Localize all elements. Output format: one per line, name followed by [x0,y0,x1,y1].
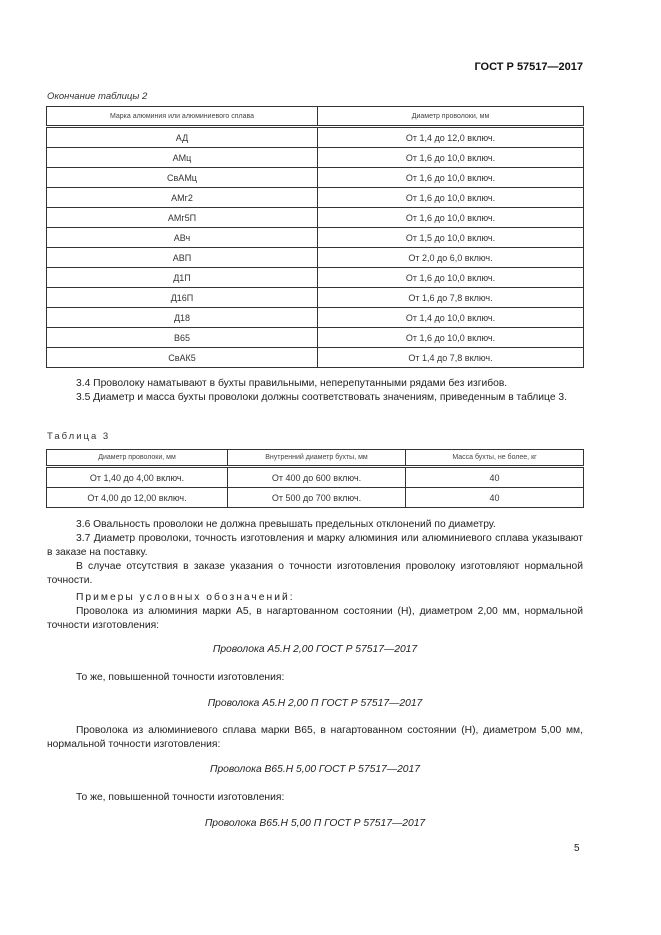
table3-caption: Таблица 3 [47,431,111,442]
table-row [47,168,584,188]
paragraph-3-6: 3.6 Овальность проволоки не должна превышать предельных отклонений по диаметру. [76,519,496,530]
table-row [47,268,584,288]
table-cell: 40 [406,488,584,508]
table-cell: От 1,6 до 7,8 включ. [318,288,584,308]
table-row [47,308,584,328]
table-cell: От 1,6 до 10,0 включ. [318,188,584,208]
table-cell: От 1,4 до 12,0 включ. [318,127,584,148]
standard-header: ГОСТ Р 57517—2017 [474,61,583,73]
paragraph-3-5: 3.5 Диаметр и масса бухты проволоки должны соответствовать значениям, приведенным в таблице 3. [76,392,568,403]
example2-formula: Проволока А5.Н 2,00 П ГОСТ Р 57517—2017 [207,698,423,709]
table-2 [46,106,584,368]
table-row [47,127,584,148]
table-header-row [47,107,584,127]
table-row [47,467,584,488]
table-cell: От 1,4 до 7,8 включ. [318,348,584,368]
paragraph-absence: В случае отсутствия в заказе указания о точности изготовления проволоку изготовляют нормальной точности. [47,561,583,586]
table-cell: От 500 до 700 включ. [228,488,406,508]
example3-formula: Проволока В65.Н 5,00 ГОСТ Р 57517—2017 [209,764,420,775]
table-cell: От 400 до 600 включ. [228,467,406,488]
table2-caption: Окончание таблицы 2 [47,91,148,102]
column-header: Внутренний диаметр бухты, мм [228,450,406,467]
table-cell: АВП [47,248,318,268]
example1-text: Проволока из алюминия марки А5, в нагартованном состоянии (Н), диаметром 2,00 мм, нормальной точности изготовления: [47,606,583,631]
table-cell: От 4,00 до 12,00 включ. [47,488,228,508]
column-header: Диаметр проволоки, мм [47,450,228,467]
table-cell: От 1,6 до 10,0 включ. [318,148,584,168]
table-cell: От 1,6 до 10,0 включ. [318,328,584,348]
table-row [47,208,584,228]
table-cell: От 1,6 до 10,0 включ. [318,208,584,228]
table-row [47,488,584,508]
table-cell: От 1,5 до 10,0 включ. [318,228,584,248]
table-cell: АВч [47,228,318,248]
table-cell: СвАК5 [47,348,318,368]
table-cell: АД [47,127,318,148]
table-row [47,348,584,368]
column-header: Диаметр проволоки, мм [318,107,584,127]
table-cell: АМг2 [47,188,318,208]
table-cell: 40 [406,467,584,488]
table-cell: От 1,6 до 10,0 включ. [318,268,584,288]
table-cell: АМц [47,148,318,168]
table-cell: Д16П [47,288,318,308]
table-row [47,288,584,308]
examples-heading: Примеры условных обозначений: [76,592,295,603]
table-cell: В65 [47,328,318,348]
example4-text: То же, повышенной точности изготовления: [76,792,285,803]
table-row [47,148,584,168]
table-header-row [47,450,584,467]
table-cell: Д1П [47,268,318,288]
paragraph-3-7: 3.7 Диаметр проволоки, точность изготовления и марку алюминия или алюминиевого сплава указывают в заказе на поставку. [47,533,583,558]
column-header: Марка алюминия или алюминиевого сплава [47,107,318,127]
table-row [47,188,584,208]
table-cell: От 2,0 до 6,0 включ. [318,248,584,268]
table-cell: АМг5П [47,208,318,228]
table-cell: От 1,6 до 10,0 включ. [318,168,584,188]
table-cell: От 1,4 до 10,0 включ. [318,308,584,328]
table-row [47,328,584,348]
column-header: Масса бухты, не более, кг [406,450,584,467]
example4-formula: Проволока В65.Н 5,00 П ГОСТ Р 57517—2017 [204,818,426,829]
table-3 [46,449,584,508]
table-cell: От 1,40 до 4,00 включ. [47,467,228,488]
table-cell: Д18 [47,308,318,328]
table-row [47,228,584,248]
paragraph-3-4: 3.4 Проволоку наматывают в бухты правильными, неперепутанными рядами без изгибов. [76,378,508,389]
example1-formula: Проволока А5.Н 2,00 ГОСТ Р 57517—2017 [212,644,418,655]
table-row [47,248,584,268]
table-cell: СвАМц [47,168,318,188]
example2-text: То же, повышенной точности изготовления: [76,672,285,683]
page-number: 5 [574,843,580,854]
example3-text: Проволока из алюминиевого сплава марки В65, в нагартованном состоянии (Н), диаметром 5,00 мм, нормальной точности изготовления: [47,725,583,750]
